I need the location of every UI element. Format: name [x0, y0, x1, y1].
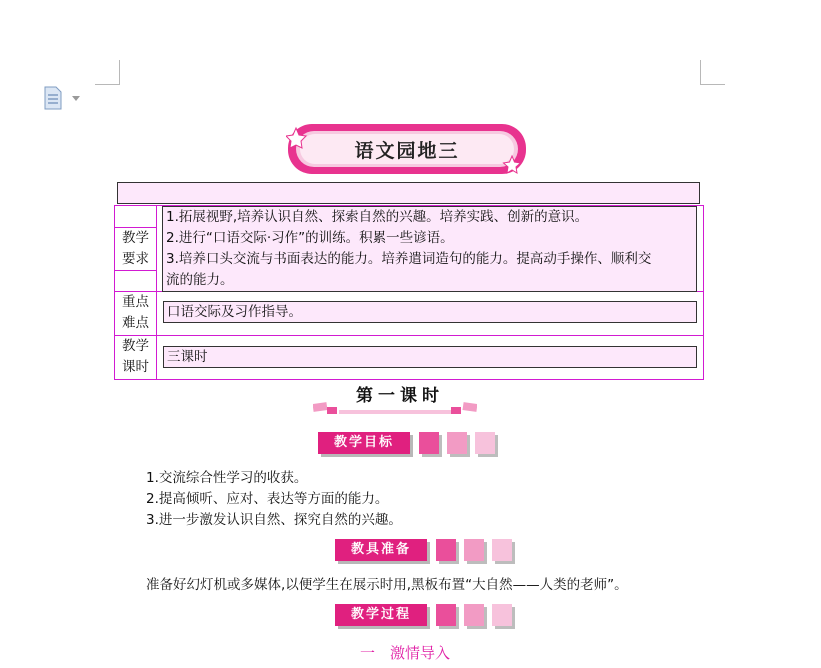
square-decoration — [464, 539, 484, 561]
row-label-line: 教学 — [122, 338, 149, 354]
requirement-item: 2.进行“口语交际·习作”的训练。积累一些谚语。 — [166, 230, 454, 246]
square-decoration — [464, 604, 484, 626]
square-decoration — [492, 604, 512, 626]
objective-item: 3.进一步激发认识自然、探究自然的兴趣。 — [146, 512, 402, 528]
table-row-requirements — [115, 206, 703, 292]
square-decoration — [475, 432, 495, 454]
objective-item: 2.提高倾听、应对、表达等方面的能力。 — [146, 491, 389, 507]
requirement-item: 3.培养口头交流与书面表达的能力。培养遣词造句的能力。提高动手操作、顺利交 — [166, 251, 652, 267]
row-label-line: 课时 — [122, 359, 149, 375]
process-subheading: 一 激情导入 — [360, 644, 451, 662]
requirement-item: 1.拓展视野,培养认识自然、探索自然的兴趣。培养实践、创新的意识。 — [166, 209, 589, 225]
row-label-line: 教学 — [122, 230, 149, 246]
materials-text: 准备好幻灯机或多媒体,以便学生在展示时用,黑板布置“大自然——人类的老师”。 — [146, 577, 628, 593]
row-label-key-points — [115, 292, 157, 335]
page-corner-top-right — [700, 60, 725, 85]
section-tag: 教具准备 — [335, 539, 427, 561]
table-row-key-points — [115, 292, 703, 336]
row-label-line: 难点 — [122, 315, 149, 331]
class-hours-content: 三课时 — [163, 346, 697, 368]
page-corner-top-left — [95, 60, 120, 85]
section-objectives — [318, 432, 503, 458]
lesson-title: 第一课时 — [356, 386, 444, 406]
banner-title: 语文园地三 — [354, 140, 460, 162]
cell-divider — [115, 270, 156, 271]
square-decoration — [436, 539, 456, 561]
requirement-item: 流的能力。 — [166, 272, 234, 288]
requirements-content — [162, 206, 697, 292]
table-header-bar — [117, 182, 700, 204]
table-row-class-hours — [115, 336, 703, 379]
key-points-content: 口语交际及习作指导。 — [163, 301, 697, 323]
section-materials — [335, 539, 520, 565]
square-decoration — [492, 539, 512, 561]
chevron-down-icon[interactable] — [72, 96, 80, 101]
lesson-table — [114, 205, 704, 380]
objective-item: 1.交流综合性学习的收获。 — [146, 470, 308, 486]
row-label-requirements — [115, 206, 157, 291]
section-process — [335, 604, 520, 630]
document-icon[interactable] — [42, 86, 64, 110]
row-label-line: 要求 — [122, 251, 149, 267]
square-decoration — [419, 432, 439, 454]
section-tag: 教学目标 — [318, 432, 410, 454]
square-decoration — [447, 432, 467, 454]
section-tag: 教学过程 — [335, 604, 427, 626]
lesson-title-decoration — [313, 402, 477, 418]
row-label-class-hours — [115, 336, 157, 379]
square-decoration — [436, 604, 456, 626]
row-label-line: 重点 — [122, 294, 149, 310]
